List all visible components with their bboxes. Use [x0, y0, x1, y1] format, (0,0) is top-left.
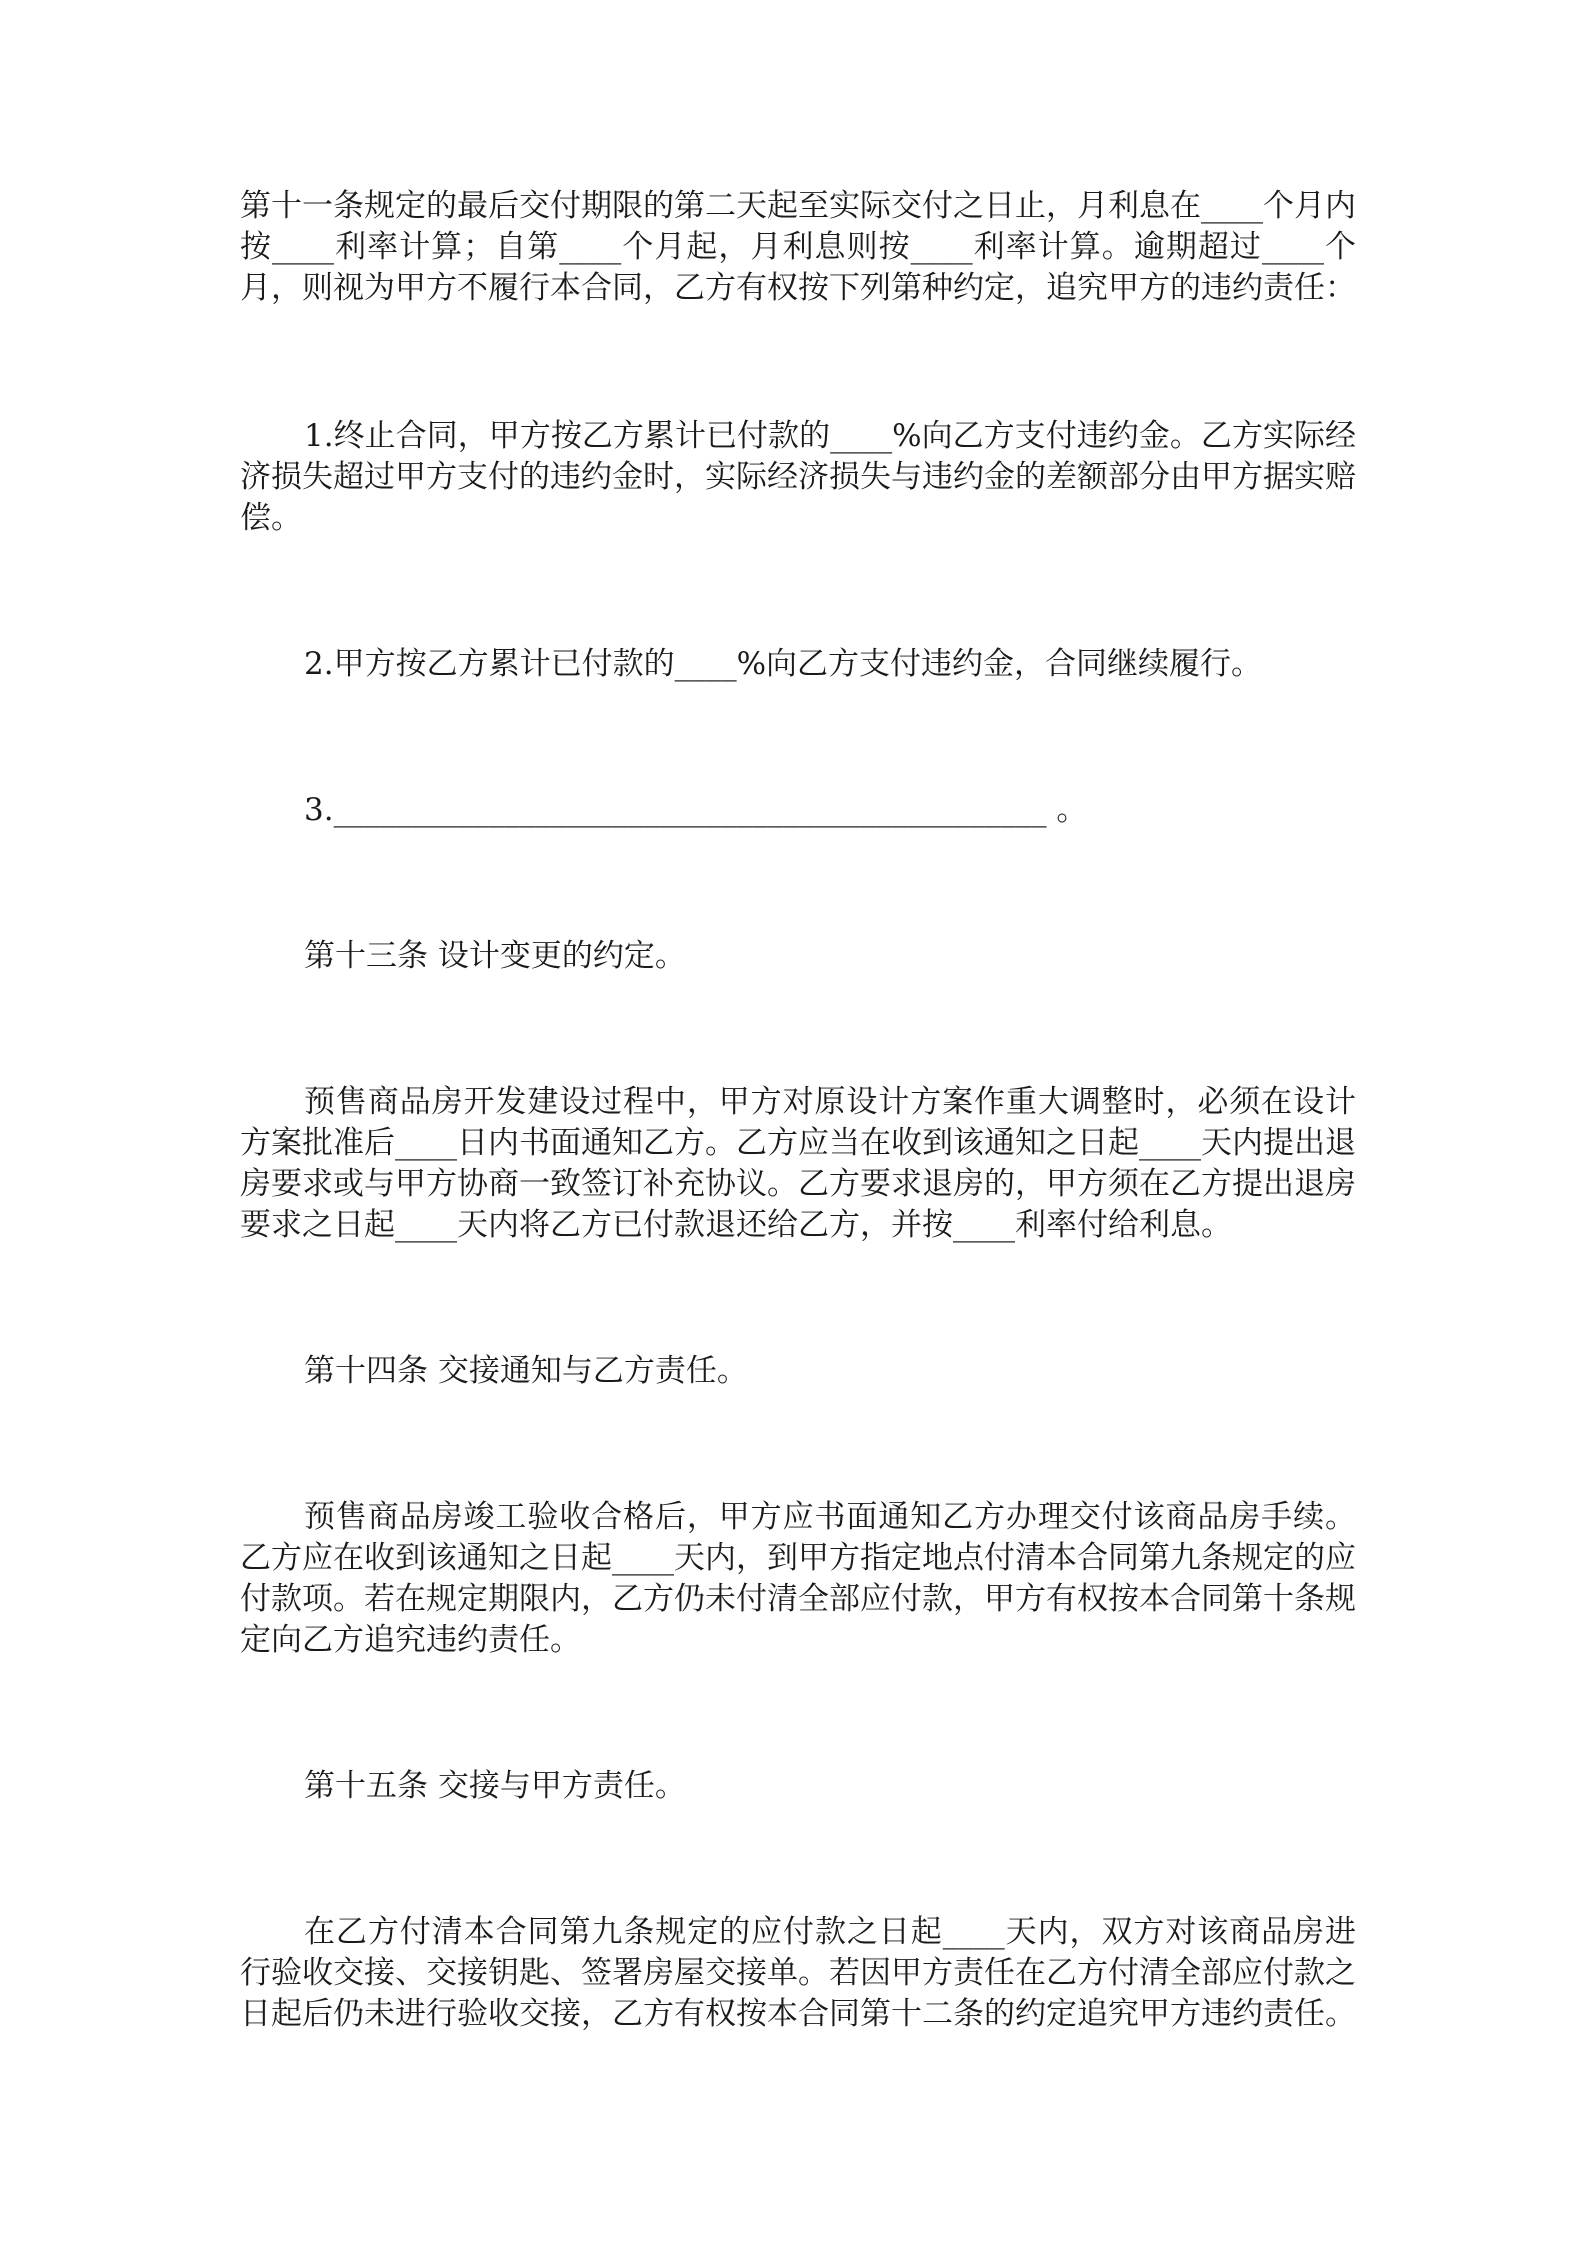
paragraph-option-3: 3.______________________________________________ 。	[304, 792, 1088, 828]
paragraph-option-1: 1.终止合同，甲方按乙方累计已付款的____%向乙方支付违约金。乙方实际经济损失超过甲方支付的违约金时，实际经济损失与违约金的差额部分由甲方据实赔偿。	[240, 418, 1356, 536]
document-page	[240, 186, 1356, 2035]
heading-article-15: 第十五条 交接与甲方责任。	[304, 1768, 686, 1804]
paragraph-article-13: 预售商品房开发建设过程中，甲方对原设计方案作重大调整时，必须在设计方案批准后____日内书面通知乙方。乙方应当在收到该通知之日起____天内提出退房要求或与甲方协商一致签订补充协议。乙方要求退房的，甲方须在乙方提出退房要求之日起____天内将乙方已付款退还给乙方，并按____利率付给利息。	[240, 1084, 1356, 1243]
paragraph-option-2: 2.甲方按乙方累计已付款的____%向乙方支付违约金，合同继续履行。	[304, 646, 1263, 682]
heading-article-14: 第十四条 交接通知与乙方责任。	[304, 1353, 748, 1389]
heading-article-13: 第十三条 设计变更的约定。	[304, 938, 686, 974]
paragraph-article-15: 在乙方付清本合同第九条规定的应付款之日起____天内，双方对该商品房进行验收交接、交接钥匙、签署房屋交接单。若因甲方责任在乙方付清全部应付款之日起后仍未进行验收交接，乙方有权按本合同第十二条的约定追究甲方违约责任。	[240, 1914, 1356, 2032]
paragraph-article-12-continued: 第十一条规定的最后交付期限的第二天起至实际交付之日止，月利息在____个月内按____利率计算；自第____个月起，月利息则按____利率计算。逾期超过____个月，则视为甲方不履行本合同，乙方有权按下列第种约定，追究甲方的违约责任：	[240, 188, 1356, 306]
paragraph-article-14: 预售商品房竣工验收合格后，甲方应书面通知乙方办理交付该商品房手续。乙方应在收到该通知之日起____天内，到甲方指定地点付清本合同第九条规定的应付款项。若在规定期限内，乙方仍未付清全部应付款，甲方有权按本合同第十条规定向乙方追究违约责任。	[240, 1499, 1356, 1658]
